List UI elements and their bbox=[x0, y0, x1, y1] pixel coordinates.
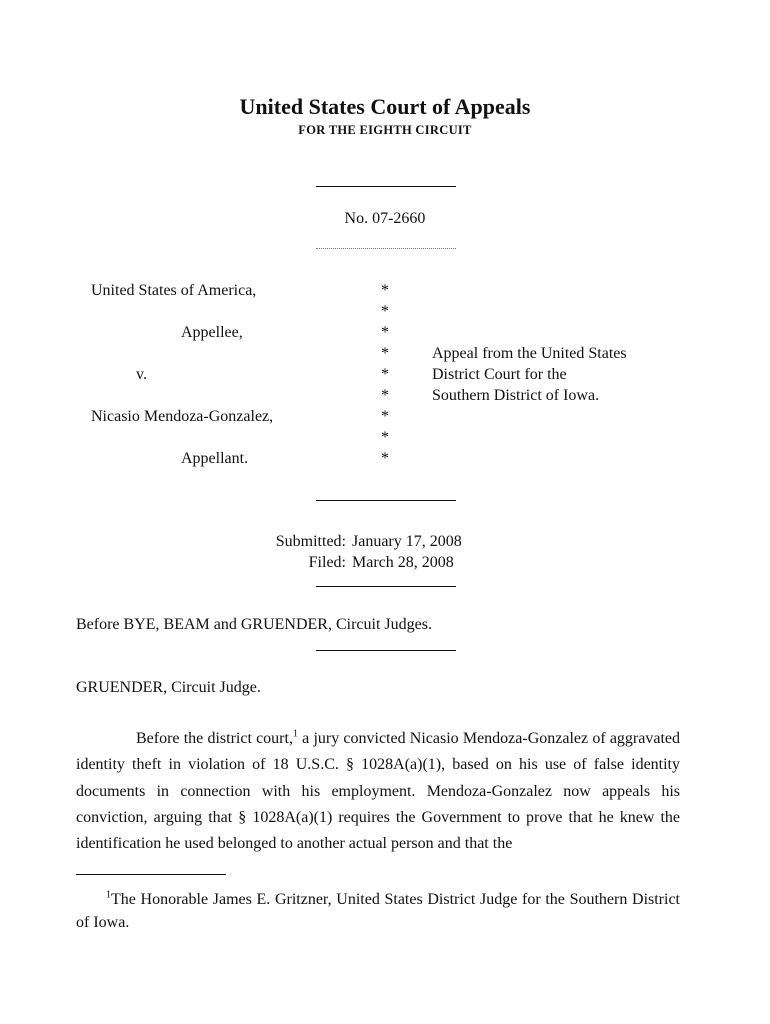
court-title: United States Court of Appeals bbox=[239, 94, 531, 119]
panel-judges: Before BYE, BEAM and GRUENDER, Circuit Judges. bbox=[76, 616, 432, 633]
defendant-name: Nicasio Mendoza-Gonzalez, bbox=[91, 408, 274, 425]
versus-label: v. bbox=[136, 366, 147, 383]
filed-date: March 28, 2008 bbox=[352, 554, 454, 571]
filed-label: Filed: bbox=[308, 554, 346, 571]
appeal-line: Appeal from the United States bbox=[432, 345, 627, 362]
footnote-marker: 1 bbox=[106, 889, 111, 901]
caption-asterisks bbox=[378, 280, 392, 469]
appeal-description bbox=[432, 343, 627, 406]
filing-dates bbox=[0, 531, 770, 573]
asterisk: * bbox=[381, 408, 389, 425]
plaintiff-role: Appellee, bbox=[181, 324, 243, 341]
opinion-body bbox=[76, 726, 680, 857]
asterisk: * bbox=[381, 387, 389, 404]
plaintiff-name: United States of America, bbox=[91, 282, 257, 299]
footnote-separator bbox=[76, 874, 226, 875]
separator-rule bbox=[316, 186, 456, 187]
appeal-line: Southern District of Iowa. bbox=[432, 387, 600, 404]
separator-rule bbox=[316, 650, 456, 651]
asterisk: * bbox=[381, 303, 389, 320]
separator-rule bbox=[316, 500, 456, 501]
separator-rule bbox=[316, 586, 456, 587]
docket-number: No. 07-2660 bbox=[344, 210, 426, 227]
asterisk: * bbox=[381, 429, 389, 446]
asterisk: * bbox=[381, 450, 389, 467]
asterisk: * bbox=[381, 345, 389, 362]
opinion-text-rest: a jury convicted Nicasio Mendoza-Gonzalez of aggravated identity theft in violation of 18 U.S.C. § 1028A(a)(1), based on his use of false identity documents in connection with his employment. Mendoza-Gonzalez now appeals his conviction, arguing that § 1028A(a)(1) requires the Government to prove that he knew the identification he used belonged to another actual person and that the bbox=[76, 730, 681, 853]
asterisk: * bbox=[381, 324, 389, 341]
defendant-role: Appellant. bbox=[181, 450, 249, 467]
asterisk: * bbox=[381, 282, 389, 299]
submitted-label: Submitted: bbox=[275, 533, 346, 550]
footnote-reference: 1 bbox=[292, 728, 298, 740]
opinion-paragraph bbox=[76, 726, 680, 857]
footnote bbox=[76, 888, 680, 934]
footnote-text: The Honorable James E. Gritzner, United States District Judge for the Southern District of Iowa. bbox=[76, 891, 680, 931]
opinion-author: GRUENDER, Circuit Judge. bbox=[76, 679, 261, 696]
opinion-text-start: Before the district court, bbox=[136, 730, 293, 747]
appeal-line: District Court for the bbox=[432, 366, 567, 383]
asterisk: * bbox=[381, 366, 389, 383]
submitted-date: January 17, 2008 bbox=[352, 533, 462, 550]
court-subtitle: FOR THE EIGHTH CIRCUIT bbox=[298, 123, 472, 137]
separator-rule bbox=[316, 248, 456, 249]
